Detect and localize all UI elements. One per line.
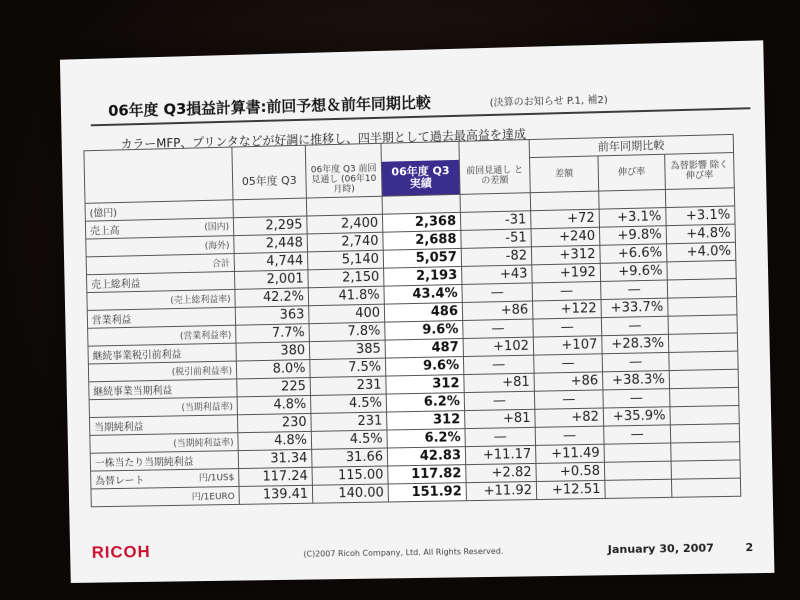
cell-c1: 7.7% (236, 323, 310, 342)
header-previous-forecast: 06年度 Q3 前回見通し (06年10月時) (306, 161, 382, 197)
row-label-sub: (売上総利益率) (170, 294, 231, 306)
cell-c4: — (463, 319, 534, 338)
cell-c5: +72 (531, 209, 600, 229)
ricoh-logo: RICOH (91, 542, 151, 562)
cell-c6: +9.6% (600, 261, 667, 281)
cell-c2: 2,400 (307, 214, 383, 234)
cell-c6: +33.7% (601, 298, 668, 317)
cell-c4: -51 (461, 228, 532, 248)
cell-c2: 4.5% (311, 394, 387, 413)
cell-c1: 2,448 (234, 233, 308, 253)
row-label-sub: (海外) (204, 240, 230, 252)
cell-c3: 9.6% (385, 320, 463, 340)
cell-c7: +4.8% (666, 224, 735, 244)
cell-c4: +102 (463, 337, 534, 356)
empty-cell (233, 198, 307, 218)
row-label-main: 当期純利益 (93, 421, 144, 434)
cell-c1: 230 (237, 413, 311, 432)
cell-c2: 385 (309, 340, 385, 359)
cell-c6 (604, 443, 671, 462)
cell-c1: 2,001 (234, 269, 308, 289)
cell-c2: 115.00 (312, 465, 388, 484)
header-prior-year-group: 前年同期比較 (529, 134, 733, 157)
cell-c4: -82 (461, 246, 532, 266)
cell-c3: 486 (384, 302, 462, 322)
cell-c7 (671, 441, 740, 460)
cell-c6: — (603, 388, 670, 407)
cell-c6 (604, 461, 671, 480)
cell-c2: 2,740 (307, 232, 383, 252)
cell-c5: +11.49 (536, 444, 605, 463)
cell-c3: 487 (385, 338, 463, 358)
row-label-sub: (営業利益率) (179, 330, 232, 342)
cell-c7 (668, 296, 737, 316)
cell-c6 (605, 479, 672, 498)
cell-c1: 4.8% (237, 395, 311, 414)
cell-c4: — (465, 427, 536, 446)
empty-cell (530, 191, 599, 211)
cell-c6: — (604, 424, 671, 443)
footer-copyright: (C)2007 Ricoh Company, Ltd. All Rights Reserved. (303, 546, 504, 559)
cell-c5: +107 (533, 335, 602, 354)
row-label (91, 486, 239, 506)
cell-c7 (671, 459, 740, 478)
cell-c4: — (463, 355, 534, 374)
cell-c7 (670, 387, 739, 406)
cell-c6: — (601, 280, 668, 300)
cell-c1: 139.41 (239, 485, 313, 504)
cell-c6: +35.9% (603, 406, 670, 425)
cell-c1: 2,295 (233, 215, 307, 235)
cell-c5: — (532, 281, 601, 301)
row-label-main: 営業利益 (91, 314, 132, 327)
cell-c5: +122 (533, 299, 602, 319)
cell-c2: 41.8% (308, 286, 384, 306)
header-fy05-q3: 05年度 Q3 (232, 163, 306, 199)
presentation-slide (60, 40, 775, 583)
cell-c7 (668, 332, 737, 352)
cell-c7 (669, 351, 738, 370)
empty-cell (599, 189, 666, 209)
cell-c3: 312 (387, 410, 465, 429)
header-difference: 差額 (530, 156, 599, 192)
row-label-sub: (当期利益率) (181, 401, 233, 413)
cell-c2: 231 (311, 412, 387, 431)
cell-c7 (668, 314, 737, 334)
row-label-sub: (当期純利益率) (173, 437, 234, 449)
cell-c5: — (534, 389, 603, 408)
cell-c4: +11.17 (465, 445, 536, 464)
header-growth-ex-fx: 為替影響 除く伸び率 (665, 153, 735, 189)
cell-c7 (667, 260, 736, 280)
slide-source-note: (決算のお知らせ P.1, 補2) (489, 94, 608, 109)
header-fy06-q3-actual: 06年度 Q3実績 (381, 159, 460, 195)
cell-c2: 400 (309, 304, 385, 324)
empty-cell (665, 187, 734, 207)
cell-c7 (667, 278, 736, 298)
footer-date: January 30, 2007 (607, 541, 715, 557)
cell-c7: +3.1% (666, 205, 735, 225)
cell-c2: 5,140 (308, 250, 384, 270)
cell-c1: 225 (237, 377, 311, 396)
cell-c5: — (533, 317, 602, 336)
row-label-main: 継続事業税引前利益 (92, 349, 182, 362)
cell-c7 (670, 423, 739, 442)
cell-c7 (669, 369, 738, 388)
cell-c1: 8.0% (236, 359, 310, 378)
cell-c5: +82 (535, 408, 604, 427)
cell-c1: 117.24 (239, 467, 313, 486)
cell-c2: 2,150 (308, 268, 384, 288)
cell-c3: 6.2% (387, 428, 465, 447)
cell-c5: +0.58 (536, 462, 605, 481)
cell-c4: +81 (464, 373, 535, 392)
header-growth-rate: 伸び率 (598, 154, 665, 190)
cell-c6: +3.1% (599, 207, 666, 227)
header-spacer (459, 140, 530, 160)
income-statement-table (83, 134, 741, 507)
row-label-sub: 合計 (211, 258, 230, 269)
cell-c6: +9.8% (599, 225, 666, 245)
header-diff-vs-forecast: 前回見通し との差額 (459, 158, 530, 194)
cell-c6: +28.3% (602, 334, 669, 353)
empty-cell (306, 196, 382, 216)
cell-c1: 363 (235, 305, 309, 324)
row-label-main: 一株当たり当期純利益 (94, 456, 194, 470)
cell-c2: 7.8% (309, 322, 385, 342)
header-spacer (381, 141, 459, 161)
cell-c3: 42.83 (387, 446, 465, 465)
slide-subtitle: カラーMFP、プリンタなどが好調に推移し、四半期として過去最高益を達成 (120, 127, 527, 152)
page-number: 2 (745, 540, 754, 555)
cell-c4: -31 (460, 210, 531, 230)
cell-c7 (670, 405, 739, 424)
cell-c3: 2,193 (384, 266, 462, 286)
cell-c3: 5,057 (383, 248, 461, 268)
cell-c6: — (601, 316, 668, 335)
cell-c7: +4.0% (667, 242, 736, 262)
row-label-sub: (国内) (204, 221, 230, 233)
unit-label: (億円) (85, 199, 233, 220)
cell-c4: +86 (462, 300, 533, 320)
cell-c2: 140.00 (312, 483, 388, 502)
cell-c3: 2,368 (382, 212, 460, 232)
cell-c5: +86 (534, 371, 603, 390)
header-label-col (84, 165, 233, 203)
cell-c5: +192 (532, 263, 601, 283)
cell-c6: +6.6% (600, 243, 667, 263)
empty-cell (460, 192, 531, 212)
row-label-sub: 円/1US$ (198, 472, 235, 484)
cell-c4: — (462, 282, 533, 302)
cell-c3: 2,688 (383, 230, 461, 250)
header-spacer (232, 145, 306, 165)
cell-c2: 4.5% (311, 430, 387, 449)
row-label-main: 為替レート (95, 475, 145, 487)
cell-c1: 31.34 (238, 449, 312, 468)
cell-c1: 4,744 (234, 251, 308, 271)
header-spacer (305, 143, 381, 163)
cell-c1: 42.2% (235, 287, 309, 307)
cell-c4: +11.92 (466, 481, 537, 500)
cell-c5: +240 (531, 227, 600, 247)
row-label-sub: 円/1EURO (191, 491, 235, 503)
row-label-main: 継続事業当期利益 (93, 385, 173, 398)
cell-c5: +12.51 (536, 480, 605, 499)
cell-c4: +81 (465, 409, 536, 428)
cell-c3: 117.82 (388, 464, 466, 483)
cell-c5: — (534, 353, 603, 372)
cell-c2: 7.5% (310, 358, 386, 377)
cell-c1: 4.8% (238, 431, 312, 450)
cell-c4: — (464, 391, 535, 410)
row-label-main: 売上高 (89, 225, 120, 237)
cell-c5: — (535, 426, 604, 445)
cell-c3: 9.6% (385, 356, 463, 376)
cell-c4: +2.82 (466, 463, 537, 482)
cell-c3: 151.92 (388, 482, 466, 501)
cell-c3: 312 (386, 374, 464, 393)
cell-c6: +38.3% (603, 370, 670, 389)
cell-c4: +43 (462, 264, 533, 284)
slide-title: 06年度 Q3損益計算書:前回予想＆前年同期比較 (108, 93, 432, 120)
cell-c2: 31.66 (312, 447, 388, 466)
cell-c5: +312 (531, 245, 600, 265)
cell-c3: 6.2% (386, 392, 464, 411)
row-label-main: 売上総利益 (91, 278, 141, 291)
empty-cell (382, 194, 460, 214)
cell-c2: 231 (310, 376, 386, 395)
row-label-sub: (税引前利益率) (171, 366, 233, 378)
cell-c6: — (602, 352, 669, 371)
cell-c7 (671, 478, 740, 497)
cell-c3: 43.4% (384, 284, 462, 304)
cell-c1: 380 (236, 341, 310, 360)
